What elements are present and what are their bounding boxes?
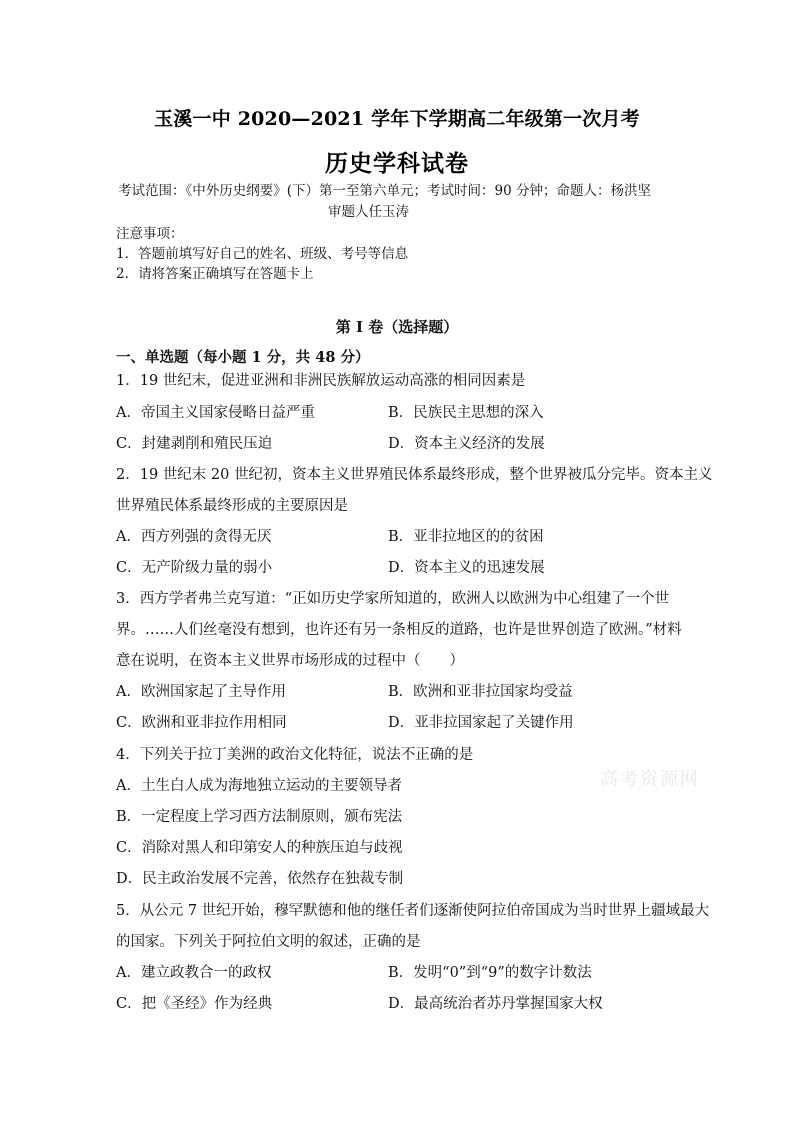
option-a: A．土生白人成为海地独立运动的主要领导者 [116, 778, 402, 794]
question-text: 界。……人们丝毫没有想到，也许还有另一条相反的道路，也许是世界创造了欧洲。”材料 [116, 622, 682, 638]
option-row [116, 677, 682, 708]
question-4 [116, 740, 682, 771]
question-2 [116, 460, 713, 522]
question-text: 3．西方学者弗兰克写道：“正如历史学家所知道的，欧洲人以欧洲为中心组建了一个世 [116, 591, 670, 607]
watermark: 高考资源网 [600, 769, 700, 790]
option-a: A．欧洲国家起了主导作用 [116, 684, 286, 700]
exam-title: 玉溪一中 2020—2021 学年下学期高二年级第一次月考 [154, 108, 640, 130]
option-d: D．资本主义经济的发展 [388, 436, 545, 452]
question-5 [116, 896, 710, 958]
option-b: B．亚非拉地区的的贫困 [388, 529, 544, 545]
option-d: D．民主政治发展不完善，依然存在独裁专制 [116, 871, 404, 887]
option-row [116, 398, 682, 429]
exam-info-line1: 考试范围：《中外历史纲要》(下）第一至第六单元；考试时间：90 分钟；命题人：杨洪坚 [118, 183, 651, 199]
option-c: C．封建剥削和殖民压迫 [116, 436, 273, 452]
question-text: 的国家。下列关于阿拉伯文明的叙述，正确的是 [116, 934, 421, 950]
option-row [116, 708, 682, 739]
notes-heading: 注意事项： [116, 226, 184, 242]
option-row [116, 989, 682, 1020]
question-text: 5．从公元 7 世纪开始，穆罕默德和他的继任者们逐渐使阿拉伯帝国成为当时世界上疆域最大 [116, 903, 710, 919]
option-c: C．把《圣经》作为经典 [116, 996, 273, 1012]
question-3 [116, 584, 682, 677]
question-text: 1．19 世纪末，促进亚洲和非洲民族解放运动高涨的相同因素是 [116, 373, 526, 389]
question-text: 世界殖民体系最终形成的主要原因是 [116, 498, 348, 514]
notes-item: 2．请将答案正确填写在答题卡上 [116, 266, 314, 282]
notes-block [116, 224, 408, 284]
question-text: 2．19 世纪末 20 世纪初，资本主义世界殖民体系最终形成，整个世界被瓜分完毕。资本主义 [116, 467, 713, 483]
option-b: B．民族民主思想的深入 [388, 405, 544, 421]
option-c: C．消除对黑人和印第安人的种族压迫与歧视 [116, 840, 403, 856]
option-row [116, 429, 682, 460]
exam-subtitle: 历史学科试卷 [325, 150, 469, 177]
option-a: A．建立政教合一的政权 [116, 965, 272, 981]
option-c: C．无产阶级力量的弱小 [116, 560, 273, 576]
option-row [116, 522, 682, 553]
option-d: D．最高统治者苏丹掌握国家大权 [388, 996, 603, 1012]
option-a: A．西方列强的贪得无厌 [116, 529, 272, 545]
option-b: B．一定程度上学习西方法制原则，颁布宪法 [116, 809, 403, 825]
option-d: D．资本主义的迅速发展 [388, 560, 545, 576]
section-title: 第 I 卷（选择题） [335, 318, 459, 336]
option-row [116, 958, 682, 989]
section-subtitle: 一、单选题（每小题 1 分，共 48 分） [116, 349, 370, 366]
question-1 [116, 366, 682, 397]
option-b: B．发明“0”到“9”的数字计数法 [388, 965, 592, 981]
option-d: D．亚非拉国家起了关键作用 [388, 715, 574, 731]
option-b: B．欧洲和亚非拉国家均受益 [388, 684, 573, 700]
exam-info-line2: 审题人任玉涛 [328, 204, 409, 220]
question-text: 意在说明，在资本主义世界市场形成的过程中（ ） [116, 653, 464, 669]
option-row [116, 553, 682, 584]
question-text: 4．下列关于拉丁美洲的政治文化特征，说法不正确的是 [116, 747, 474, 763]
notes-item: 1．答题前填写好自己的姓名、班级、考号等信息 [116, 246, 409, 262]
option-a: A．帝国主义国家侵略日益严重 [116, 405, 315, 421]
option-c: C．欧洲和亚非拉作用相同 [116, 715, 287, 731]
